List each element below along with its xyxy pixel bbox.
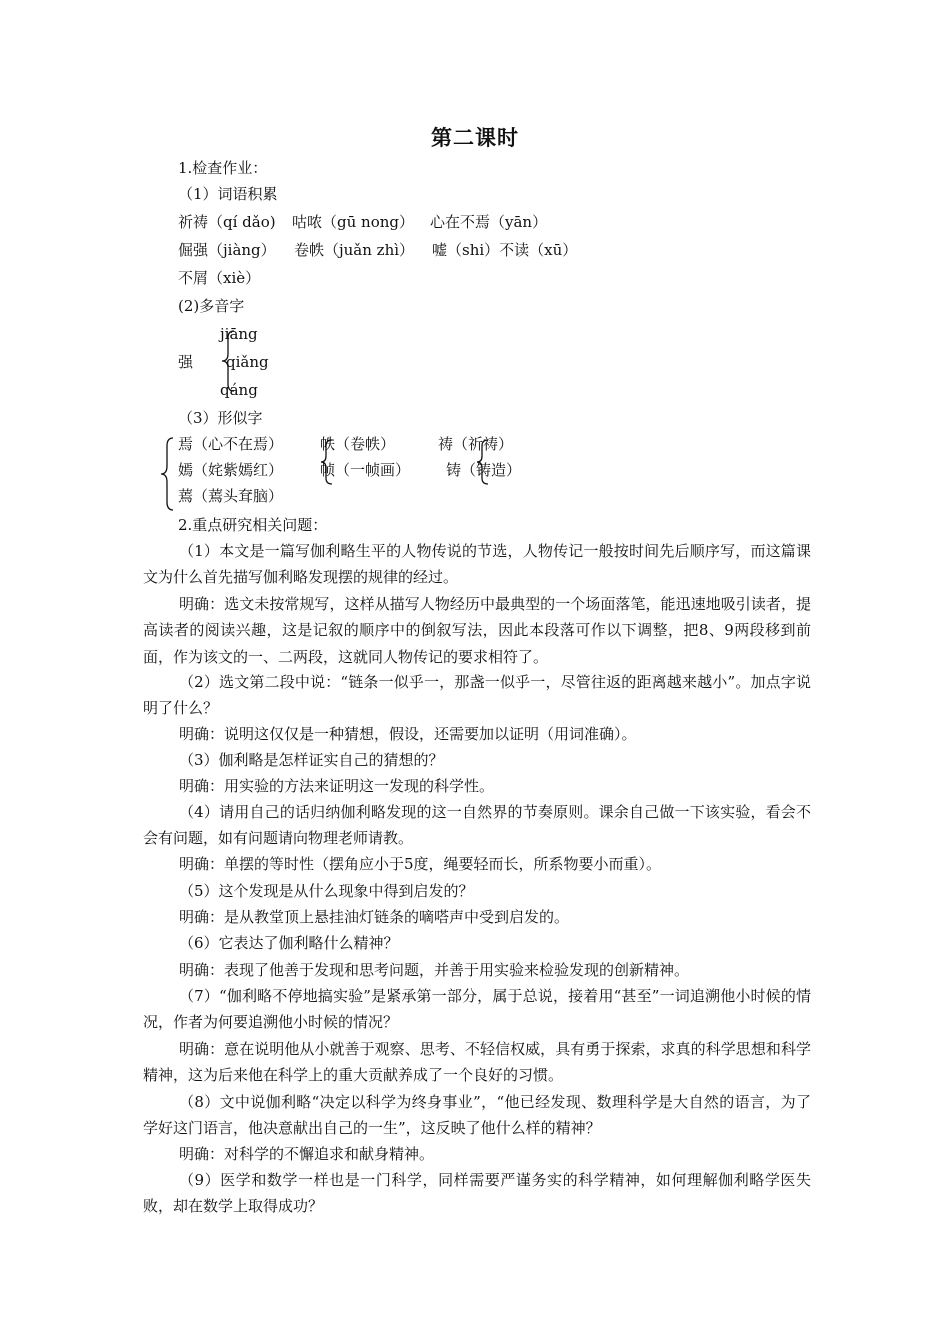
similar-char-item: 嫣（姹紫嫣红） [178, 461, 284, 479]
answer-paragraph: 明确：对科学的不懈追求和献身精神。 [179, 1145, 435, 1163]
similar-char-item: 祷（祈祷） [438, 435, 514, 453]
similar-char-item: 铸（铸造） [446, 461, 522, 479]
brace-icon [220, 330, 238, 392]
vocab-item: 咕哝（gū nong） [292, 213, 414, 231]
similar-char-item: 帧（一帧画） [320, 461, 411, 479]
reading-item: jiāng [220, 325, 258, 343]
vocab-item: 嘘（shi）不读（xū） [432, 241, 578, 259]
question-paragraph: （4）请用自己的话归纳伽利略发现的这一自然界的节奏原则。课余自己做一下该实验，看会不会有问题，如有问题请向物理老师请教。 [143, 803, 811, 848]
similar-char-item: 帙（卷帙） [320, 435, 396, 453]
similar-char-item: 蔫（蔫头耷脑） [178, 487, 284, 505]
vocab-item: 不屑（xiè） [178, 269, 261, 287]
answer-paragraph: 明确：意在说明他从小就善于观察、思考、不轻信权威，具有勇于探索，求真的科学思想和科学精神，这为后来他在科学上的重大贡献养成了一个良好的习惯。 [143, 1040, 811, 1085]
question-paragraph: （1）本文是一篇写伽利略生平的人物传说的节选，人物传记一般按时间先后顺序写，而这篇课文为什么首先描写伽利略发现摆的规律的经过。 [143, 542, 811, 587]
vocab-item: 祈祷（qí dǎo) [178, 213, 276, 231]
subheading-similar-chars: （3）形似字 [178, 409, 263, 427]
answer-paragraph: 明确：选文未按常规写，这样从描写人物经历中最典型的一个场面落笔，能迅速地吸引读者，提高读者的阅读兴趣，这是记叙的顺序中的倒叙写法，因此本段落可作以下调整，把8、9两段移到前面，作为该文的一、二两段，这就同人物传记的要求相符了。 [143, 595, 811, 666]
page-title: 第二课时 [431, 125, 519, 150]
answer-paragraph: 明确：说明这仅仅是一种猜想，假设，还需要加以证明（用词准确）。 [179, 725, 637, 743]
question-paragraph: （7）“伽利略不停地搞实验”是紧承第一部分，属于总说，接着用“甚至”一词追溯他小时候的情况，作者为何要追溯他小时候的情况？ [143, 987, 811, 1032]
answer-paragraph: 明确：单摆的等时性（摆角应小于5度，绳要轻而长，所系物要小而重）。 [179, 855, 662, 873]
polyphonic-char: 强 [178, 353, 194, 371]
vocab-item: 卷帙（juǎn zhì） [294, 241, 415, 259]
vocab-item: 倔强（jiàng） [178, 241, 276, 259]
question-paragraph: （3）伽利略是怎样证实自己的猜想的？ [179, 751, 444, 769]
answer-paragraph: 明确：是从教堂顶上悬挂油灯链条的嘀嗒声中受到启发的。 [179, 908, 570, 926]
section-2-heading: 2.重点研究相关问题： [178, 516, 328, 534]
similar-char-item: 焉（心不在焉） [178, 435, 284, 453]
section-1-heading: 1.检查作业： [178, 159, 268, 177]
reading-item: qiǎng [226, 353, 269, 371]
subheading-polyphonic: (2)多音字 [178, 297, 245, 315]
subheading-vocabulary: （1）词语积累 [178, 185, 278, 203]
vocab-item: 心在不焉（yān） [430, 213, 548, 231]
answer-paragraph: 明确：用实验的方法来证明这一发现的科学性。 [179, 777, 495, 795]
brace-icon [160, 437, 176, 511]
question-paragraph: （9）医学和数学一样也是一门科学，同样需要严谨务实的科学精神，如何理解伽利略学医失败，却在数学上取得成功？ [143, 1171, 811, 1216]
answer-paragraph: 明确：表现了他善于发现和思考问题，并善于用实验来检验发现的创新精神。 [179, 961, 690, 979]
question-paragraph: （5）这个发现是从什么现象中得到启发的？ [179, 882, 474, 900]
question-paragraph: （8）文中说伽利略“决定以科学为终身事业”，“他已经发现、数理科学是大自然的语言，为了学好这门语言，他决意献出自己的一生”，这反映了他什么样的精神？ [143, 1093, 811, 1138]
question-paragraph: （6）它表达了伽利略什么精神？ [179, 934, 399, 952]
reading-item: qáng [220, 381, 258, 399]
question-paragraph: （2）选文第二段中说：“链条一似乎一，那盏一似乎一，尽管往返的距离越来越小”。加点字说明了什么？ [143, 673, 811, 718]
